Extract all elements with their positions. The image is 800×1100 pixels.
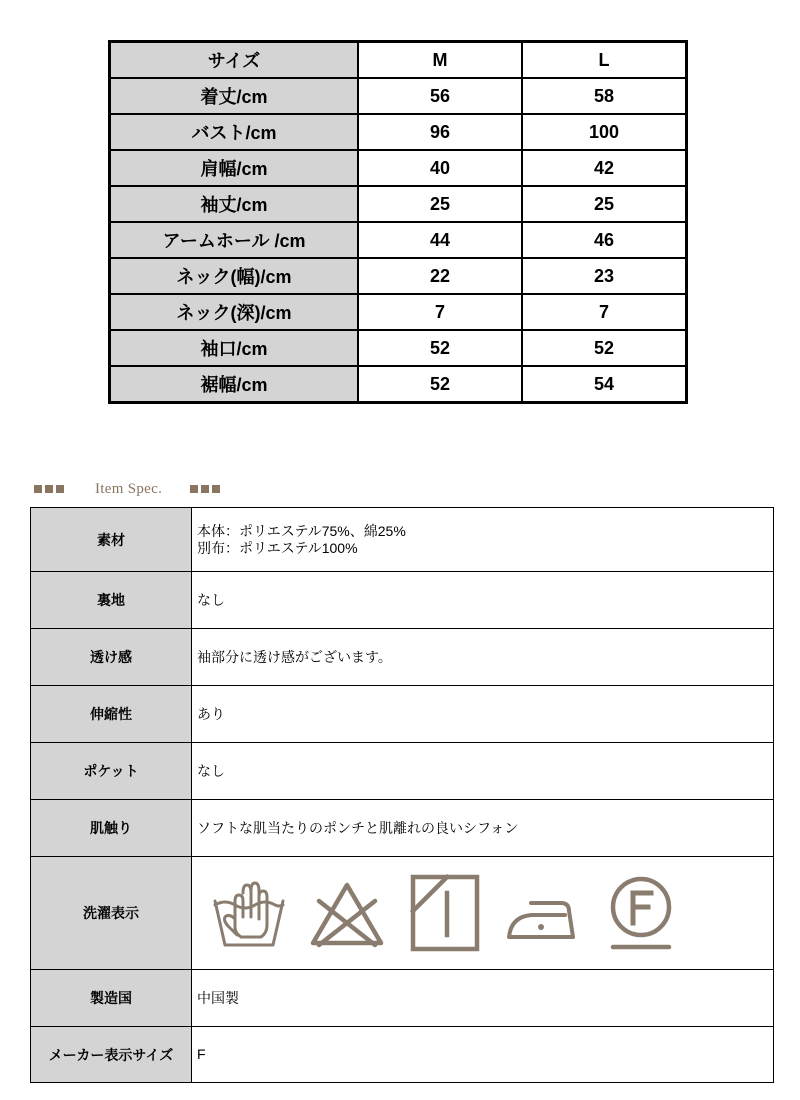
size-row-m: 22 (358, 258, 522, 294)
drip-dry-shade-icon (407, 871, 483, 955)
no-bleach-icon (309, 871, 385, 955)
spec-row-care (31, 857, 774, 970)
size-table (108, 40, 688, 404)
heading-squares-right (190, 485, 223, 493)
size-row-l: 58 (522, 78, 687, 114)
size-row-l: 25 (522, 186, 687, 222)
size-row-label: 袖口/cm (110, 330, 359, 366)
material-line: 本体：ポリエステル75%、綿25% (197, 522, 406, 539)
spec-label: 伸縮性 (31, 686, 192, 743)
size-row (110, 222, 687, 258)
low-iron-icon (505, 871, 581, 955)
size-row (110, 114, 687, 150)
size-header-m: M (358, 42, 522, 79)
size-row-l: 46 (522, 222, 687, 258)
spec-label: メーカー表示サイズ (31, 1027, 192, 1083)
spec-value: 袖部分に透け感がございます。 (192, 629, 774, 686)
size-row-l: 42 (522, 150, 687, 186)
size-row-m: 25 (358, 186, 522, 222)
care-icons (197, 857, 773, 969)
spec-value: なし (192, 743, 774, 800)
item-spec-title: Item Spec. (95, 480, 163, 497)
size-row-l: 54 (522, 366, 687, 403)
item-spec-table (30, 507, 774, 1083)
size-header-label: サイズ (110, 42, 359, 79)
size-row (110, 150, 687, 186)
heading-squares-left (34, 485, 67, 493)
size-row-l: 23 (522, 258, 687, 294)
size-row-m: 44 (358, 222, 522, 258)
size-row (110, 258, 687, 294)
size-row-label: バスト/cm (110, 114, 359, 150)
spec-label: 裏地 (31, 572, 192, 629)
size-row-label: 袖丈/cm (110, 186, 359, 222)
size-row (110, 366, 687, 403)
size-row (110, 186, 687, 222)
material-line: 別布：ポリエステル100% (197, 539, 358, 556)
spec-row-maker-size (31, 1027, 774, 1083)
size-row-m: 40 (358, 150, 522, 186)
spec-value: あり (192, 686, 774, 743)
spec-row-pocket (31, 743, 774, 800)
size-row (110, 330, 687, 366)
spec-row-stretch (31, 686, 774, 743)
size-row-l: 7 (522, 294, 687, 330)
size-row-label: ネック(深)/cm (110, 294, 359, 330)
dry-clean-f-icon (603, 871, 679, 955)
spec-label: 洗濯表示 (31, 857, 192, 970)
spec-value: F (192, 1027, 774, 1083)
size-row-l: 52 (522, 330, 687, 366)
size-row-l: 100 (522, 114, 687, 150)
spec-label: 製造国 (31, 970, 192, 1027)
spec-row-texture (31, 800, 774, 857)
spec-row-country (31, 970, 774, 1027)
item-spec-heading (34, 478, 223, 500)
spec-row-material (31, 508, 774, 572)
size-row-m: 52 (358, 330, 522, 366)
size-row-label: アームホール /cm (110, 222, 359, 258)
size-table-header-row (110, 42, 687, 79)
size-row-label: 着丈/cm (110, 78, 359, 114)
spec-label: 肌触り (31, 800, 192, 857)
spec-value (192, 857, 774, 970)
spec-row-lining (31, 572, 774, 629)
size-row-label: 裾幅/cm (110, 366, 359, 403)
hand-wash-icon (211, 871, 287, 955)
size-row-m: 96 (358, 114, 522, 150)
spec-label: ポケット (31, 743, 192, 800)
size-row-label: ネック(幅)/cm (110, 258, 359, 294)
size-row-label: 肩幅/cm (110, 150, 359, 186)
size-header-l: L (522, 42, 687, 79)
spec-value: ソフトな肌当たりのポンチと肌離れの良いシフォン (192, 800, 774, 857)
spec-label: 透け感 (31, 629, 192, 686)
size-row (110, 294, 687, 330)
size-row-m: 52 (358, 366, 522, 403)
size-row-m: 7 (358, 294, 522, 330)
size-row (110, 78, 687, 114)
spec-value (192, 508, 774, 572)
spec-value: 中国製 (192, 970, 774, 1027)
spec-value: なし (192, 572, 774, 629)
spec-row-sheerness (31, 629, 774, 686)
spec-label: 素材 (31, 508, 192, 572)
size-row-m: 56 (358, 78, 522, 114)
